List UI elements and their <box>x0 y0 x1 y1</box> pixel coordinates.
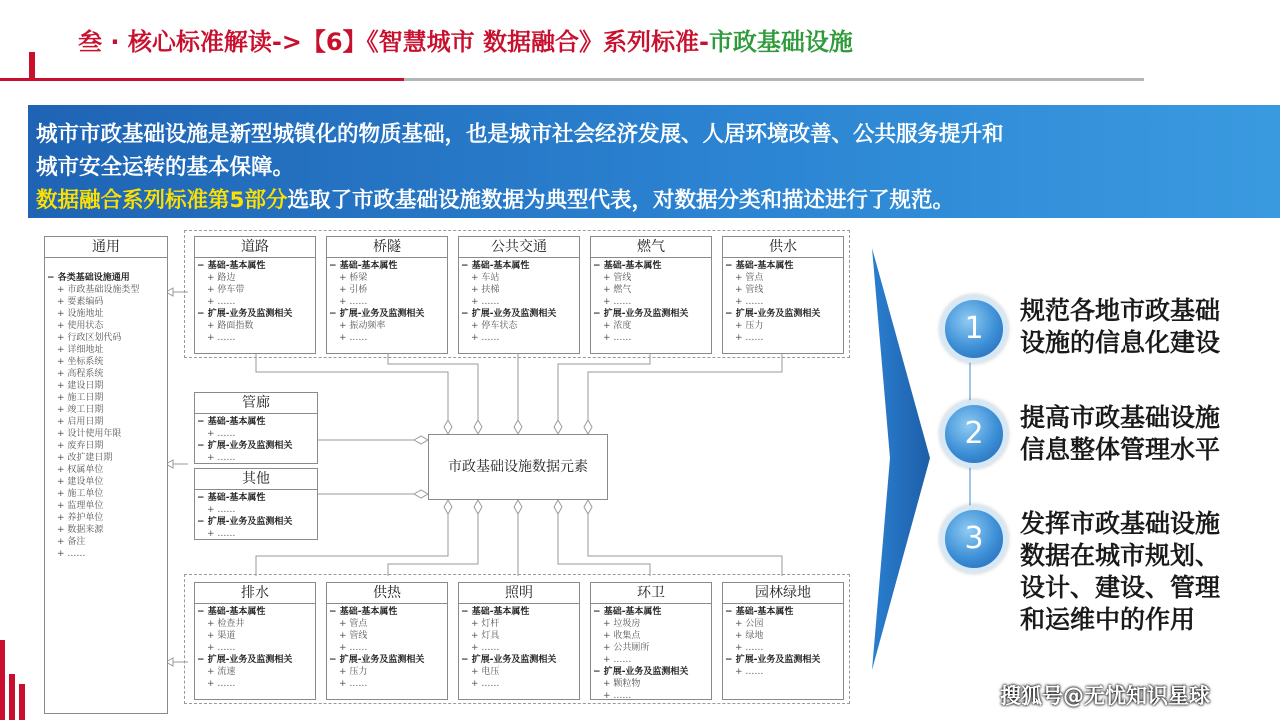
category-body <box>195 414 317 464</box>
step-text-line: 规范各地市政基础 <box>1020 296 1221 325</box>
category-body <box>591 604 711 700</box>
attr-header: − 基础-基本属性 <box>461 607 530 617</box>
attr-item: + 燃气 <box>603 285 632 295</box>
ext-item: + …… <box>207 679 236 689</box>
category-box <box>590 236 712 354</box>
attr-item-label: 管点 <box>349 619 368 629</box>
general-item-label: 养护单位 <box>67 513 104 523</box>
step-text <box>1020 402 1220 466</box>
ext-item-label: …… <box>349 679 368 689</box>
ext-item-label: …… <box>481 679 500 689</box>
ext-item-label: 停车状态 <box>481 321 518 331</box>
general-items-list <box>45 284 167 560</box>
step-number-circle: 3 <box>940 505 1008 573</box>
ext-item: + …… <box>603 333 632 343</box>
attr-item: + 管线 <box>603 273 632 283</box>
general-item-label: 施工单位 <box>67 489 104 499</box>
attr-header: − 基础-基本属性 <box>593 607 662 617</box>
general-item-label: 设施地址 <box>67 309 104 319</box>
general-group-header: − 各类基础设施通用 <box>47 273 130 283</box>
general-item: + 设计使用年限 <box>57 429 122 439</box>
category-body <box>195 490 317 540</box>
ext-header-label: 扩展-业务及监测相关 <box>207 517 293 527</box>
ext-header-label: 扩展-业务及监测相关 <box>207 309 293 319</box>
attr-item: + …… <box>339 643 368 653</box>
general-item: + 竣工日期 <box>57 405 104 415</box>
attr-item-label: …… <box>349 297 368 307</box>
category-title: 供热 <box>327 583 447 604</box>
general-group-label: 各类基础设施通用 <box>57 273 130 283</box>
general-item: + 坐标系统 <box>57 357 104 367</box>
attr-item-label: …… <box>613 655 632 665</box>
attr-header: − 基础-基本属性 <box>725 261 794 271</box>
ext-item-label: 压力 <box>745 321 764 331</box>
attr-item-label: …… <box>217 643 236 653</box>
ext-item-label: …… <box>217 453 236 463</box>
attr-item: + …… <box>735 643 764 653</box>
attr-item-label: …… <box>613 297 632 307</box>
general-attributes-box <box>44 236 168 714</box>
general-item: + 建设日期 <box>57 381 104 391</box>
attr-item: + …… <box>603 655 632 665</box>
general-item-label: 备注 <box>67 537 86 547</box>
attr-item: + 引桥 <box>339 285 368 295</box>
category-box <box>458 236 580 354</box>
header-divider-red <box>0 78 404 81</box>
step-text-line: 数据在城市规划、 <box>1020 541 1221 570</box>
center-data-element-box: 市政基础设施数据元素 <box>428 434 608 500</box>
attr-item-label: 管点 <box>745 273 764 283</box>
step-text <box>1020 508 1220 636</box>
general-item-label: 改扩建日期 <box>67 453 113 463</box>
ext-header: − 扩展-业务及监测相关 <box>197 441 293 451</box>
category-body <box>327 604 447 690</box>
attr-header: − 基础-基本属性 <box>329 607 398 617</box>
page-title <box>78 22 853 57</box>
ext-item: + …… <box>207 453 236 463</box>
ext-item: + …… <box>207 333 236 343</box>
attr-item-label: 灯杆 <box>481 619 500 629</box>
attr-item-label: …… <box>481 297 500 307</box>
attr-header-label: 基础-基本属性 <box>339 261 398 271</box>
general-box-title: 通用 <box>45 237 167 258</box>
data-element-diagram <box>28 222 868 714</box>
attr-item: + …… <box>207 297 236 307</box>
attr-item: + …… <box>339 297 368 307</box>
ext-item-label: …… <box>217 333 236 343</box>
ext-item-label: 颗粒物 <box>613 679 641 689</box>
category-body <box>195 258 315 344</box>
ext-item: + 压力 <box>735 321 764 331</box>
ext-item-label: …… <box>217 679 236 689</box>
attr-header: − 基础-基本属性 <box>461 261 530 271</box>
general-item: + 施工单位 <box>57 489 104 499</box>
general-item-label: 监理单位 <box>67 501 104 511</box>
general-item: + 市政基础设施类型 <box>57 285 140 295</box>
attr-header-label: 基础-基本属性 <box>603 261 662 271</box>
ext-item-label: …… <box>745 667 764 677</box>
ext-header: − 扩展-业务及监测相关 <box>197 309 293 319</box>
attr-item: + …… <box>735 297 764 307</box>
attr-header-label: 基础-基本属性 <box>471 607 530 617</box>
ext-header: − 扩展-业务及监测相关 <box>593 667 689 677</box>
attr-header: − 基础-基本属性 <box>197 417 266 427</box>
general-item-label: 数据来源 <box>67 525 104 535</box>
ext-header-label: 扩展-业务及监测相关 <box>471 309 557 319</box>
attr-item-label: 管线 <box>349 631 368 641</box>
ext-header-label: 扩展-业务及监测相关 <box>339 655 425 665</box>
category-title: 管廊 <box>195 393 317 414</box>
attr-item: + …… <box>471 297 500 307</box>
ext-header: − 扩展-业务及监测相关 <box>725 655 821 665</box>
attr-item-label: …… <box>745 643 764 653</box>
category-title: 公共交通 <box>459 237 579 258</box>
category-title: 桥隧 <box>327 237 447 258</box>
category-title: 燃气 <box>591 237 711 258</box>
attr-header-label: 基础-基本属性 <box>339 607 398 617</box>
general-item-label: 施工日期 <box>67 393 104 403</box>
ext-header-label: 扩展-业务及监测相关 <box>603 667 689 677</box>
category-box <box>194 468 318 540</box>
category-box <box>722 582 844 700</box>
ext-header-label: 扩展-业务及监测相关 <box>603 309 689 319</box>
step-text-line: 信息整体管理水平 <box>1020 435 1221 464</box>
category-box <box>326 236 448 354</box>
ext-item-label: …… <box>217 529 236 539</box>
step-text-line: 和运维中的作用 <box>1020 605 1196 634</box>
ext-header-label: 扩展-业务及监测相关 <box>207 655 293 665</box>
step-text-line: 发挥市政基础设施 <box>1020 509 1221 538</box>
ext-item: + 路面指数 <box>207 321 254 331</box>
ext-item: + 颗粒物 <box>603 679 641 689</box>
general-item: + 废弃日期 <box>57 441 104 451</box>
attr-item-label: 渠道 <box>217 631 236 641</box>
attr-item: + 收集点 <box>603 631 641 641</box>
attr-item-label: …… <box>349 643 368 653</box>
attr-item: + 检查井 <box>207 619 245 629</box>
attr-header-label: 基础-基本属性 <box>207 493 266 503</box>
general-item: + 建设单位 <box>57 477 104 487</box>
category-title: 道路 <box>195 237 315 258</box>
attr-item-label: 垃圾房 <box>613 619 641 629</box>
ext-item-label: …… <box>613 333 632 343</box>
attr-item-label: …… <box>217 429 236 439</box>
attr-item: + 管点 <box>339 619 368 629</box>
attr-item: + 绿地 <box>735 631 764 641</box>
general-item-label: 权属单位 <box>67 465 104 475</box>
attr-item-label: 管线 <box>613 273 632 283</box>
attr-item: + 灯杆 <box>471 619 500 629</box>
general-item: + 启用日期 <box>57 417 104 427</box>
chevron-arrow-icon <box>872 248 932 678</box>
ext-item-label: …… <box>613 691 632 700</box>
category-title: 其他 <box>195 469 317 490</box>
general-item: + 备注 <box>57 537 86 547</box>
ext-item: + …… <box>339 333 368 343</box>
ext-item: + …… <box>471 679 500 689</box>
banner-highlight: 数据融合系列标准第5部分 <box>36 188 288 213</box>
attr-item-label: 停车带 <box>217 285 245 295</box>
attr-item: + …… <box>207 643 236 653</box>
step-number-circle: 1 <box>940 295 1008 363</box>
attr-item: + …… <box>603 297 632 307</box>
general-item: + 监理单位 <box>57 501 104 511</box>
category-box <box>458 582 580 700</box>
attr-item-label: …… <box>217 297 236 307</box>
general-item: + 设施地址 <box>57 309 104 319</box>
attr-header-label: 基础-基本属性 <box>207 261 266 271</box>
attr-item-label: 路边 <box>217 273 236 283</box>
attr-item: + 桥梁 <box>339 273 368 283</box>
ext-header: − 扩展-业务及监测相关 <box>461 655 557 665</box>
category-title: 照明 <box>459 583 579 604</box>
attr-header: − 基础-基本属性 <box>725 607 794 617</box>
watermark: 搜狐号@无忧知识星球 <box>1000 684 1210 708</box>
ext-header: − 扩展-业务及监测相关 <box>725 309 821 319</box>
category-box <box>194 582 316 700</box>
general-item: + 高程系统 <box>57 369 104 379</box>
category-body <box>723 604 843 678</box>
category-box <box>194 392 318 464</box>
ext-item: + …… <box>339 679 368 689</box>
attr-item-label: 收集点 <box>613 631 641 641</box>
attr-item: + 公园 <box>735 619 764 629</box>
attr-item: + …… <box>471 643 500 653</box>
attr-item: + 公共厕所 <box>603 643 650 653</box>
attr-item: + 渠道 <box>207 631 236 641</box>
attr-item: + …… <box>207 505 236 515</box>
general-item-label: …… <box>67 549 86 559</box>
category-body <box>459 258 579 344</box>
title-topic: 市政基础设施 <box>708 28 853 56</box>
category-box <box>194 236 316 354</box>
general-item-label: 市政基础设施类型 <box>67 285 140 295</box>
attr-item-label: 灯具 <box>481 631 500 641</box>
attr-header: − 基础-基本属性 <box>197 493 266 503</box>
attr-item: + 管线 <box>735 285 764 295</box>
category-body <box>723 258 843 344</box>
step-text <box>1020 295 1220 359</box>
ext-header-label: 扩展-业务及监测相关 <box>735 309 821 319</box>
ext-item-label: 浓度 <box>613 321 632 331</box>
general-item: + 养护单位 <box>57 513 104 523</box>
step-text-line: 提高市政基础设施 <box>1020 403 1221 432</box>
banner-line-3 <box>36 183 954 214</box>
attr-header: − 基础-基本属性 <box>329 261 398 271</box>
attr-header-label: 基础-基本属性 <box>603 607 662 617</box>
attr-item: + 扶梯 <box>471 285 500 295</box>
attr-item: + 管线 <box>339 631 368 641</box>
attr-item: + 车站 <box>471 273 500 283</box>
attr-item-label: 公共厕所 <box>613 643 650 653</box>
general-item-label: 启用日期 <box>67 417 104 427</box>
category-title: 排水 <box>195 583 315 604</box>
ext-header: − 扩展-业务及监测相关 <box>329 655 425 665</box>
category-body <box>327 258 447 344</box>
general-item-label: 建设单位 <box>67 477 104 487</box>
ext-item: + …… <box>735 667 764 677</box>
general-item: + 行政区划代码 <box>57 333 122 343</box>
category-box <box>590 582 712 700</box>
ext-header-label: 扩展-业务及监测相关 <box>207 441 293 451</box>
general-item-label: 坐标系统 <box>67 357 104 367</box>
general-item: + 数据来源 <box>57 525 104 535</box>
category-title: 供水 <box>723 237 843 258</box>
attr-item: + 灯具 <box>471 631 500 641</box>
ext-header: − 扩展-业务及监测相关 <box>197 655 293 665</box>
attr-header-label: 基础-基本属性 <box>471 261 530 271</box>
ext-item: + …… <box>471 333 500 343</box>
general-item-label: 使用状态 <box>67 321 104 331</box>
attr-item: + …… <box>207 429 236 439</box>
banner-line-2: 城市安全运转的基本保障。 <box>36 155 295 180</box>
ext-header-label: 扩展-业务及监测相关 <box>339 309 425 319</box>
attr-header-label: 基础-基本属性 <box>735 261 794 271</box>
ext-header: − 扩展-业务及监测相关 <box>461 309 557 319</box>
step-text-line: 设计、建设、管理 <box>1020 573 1221 602</box>
category-box <box>326 582 448 700</box>
category-body <box>195 604 315 690</box>
general-item: + 使用状态 <box>57 321 104 331</box>
ext-item: + …… <box>603 691 632 700</box>
header-divider-gray <box>404 78 1144 81</box>
ext-item: + …… <box>735 333 764 343</box>
general-item: + 要素编码 <box>57 297 104 307</box>
ext-item-label: 流速 <box>217 667 236 677</box>
general-item-label: 行政区划代码 <box>67 333 122 343</box>
general-item: + 施工日期 <box>57 393 104 403</box>
general-item: + 详细地址 <box>57 345 104 355</box>
attr-item-label: 管线 <box>745 285 764 295</box>
general-item: + 改扩建日期 <box>57 453 113 463</box>
ext-item: + 浓度 <box>603 321 632 331</box>
attr-item-label: 车站 <box>481 273 500 283</box>
ext-item-label: 电压 <box>481 667 500 677</box>
ext-item: + 停车状态 <box>471 321 518 331</box>
category-body <box>591 258 711 344</box>
ext-item-label: …… <box>349 333 368 343</box>
step-text-line: 设施的信息化建设 <box>1020 328 1221 357</box>
attr-header-label: 基础-基本属性 <box>735 607 794 617</box>
general-item-label: 竣工日期 <box>67 405 104 415</box>
general-item: + 权属单位 <box>57 465 104 475</box>
ext-item-label: …… <box>745 333 764 343</box>
attr-item-label: 公园 <box>745 619 764 629</box>
ext-item-label: 振动频率 <box>349 321 386 331</box>
ext-header: − 扩展-业务及监测相关 <box>329 309 425 319</box>
ext-header: − 扩展-业务及监测相关 <box>197 517 293 527</box>
title-main: 叁 · 核心标准解读->【6】《智慧城市 数据融合》系列标准- <box>78 28 709 56</box>
category-title: 园林绿地 <box>723 583 843 604</box>
attr-item-label: …… <box>745 297 764 307</box>
attr-item-label: 绿地 <box>745 631 764 641</box>
ext-item-label: …… <box>481 333 500 343</box>
ext-item-label: 压力 <box>349 667 368 677</box>
general-item: + …… <box>57 549 86 559</box>
category-title: 环卫 <box>591 583 711 604</box>
attr-item: + 管点 <box>735 273 764 283</box>
attr-item-label: 桥梁 <box>349 273 368 283</box>
attr-item-label: 扶梯 <box>481 285 500 295</box>
general-item-label: 要素编码 <box>67 297 104 307</box>
attr-item-label: 燃气 <box>613 285 632 295</box>
category-body <box>459 604 579 690</box>
intro-banner <box>28 105 1280 218</box>
general-item-label: 高程系统 <box>67 369 104 379</box>
general-item-label: 建设日期 <box>67 381 104 391</box>
banner-line-1: 城市市政基础设施是新型城镇化的物质基础，也是城市社会经济发展、人居环境改善、公共服务提升和 <box>36 122 1004 147</box>
attr-item: + 路边 <box>207 273 236 283</box>
step-number-circle: 2 <box>940 400 1008 468</box>
ext-item-label: 路面指数 <box>217 321 254 331</box>
attr-header: − 基础-基本属性 <box>197 607 266 617</box>
attr-item-label: 检查井 <box>217 619 245 629</box>
attr-item: + 停车带 <box>207 285 245 295</box>
attr-header-label: 基础-基本属性 <box>207 417 266 427</box>
banner-line-3-rest: 选取了市政基础设施数据为典型代表，对数据分类和描述进行了规范。 <box>287 188 954 213</box>
general-item-label: 详细地址 <box>67 345 104 355</box>
attr-item-label: 引桥 <box>349 285 368 295</box>
attr-item-label: …… <box>217 505 236 515</box>
ext-item: + 电压 <box>471 667 500 677</box>
ext-item: + 振动频率 <box>339 321 386 331</box>
attr-header-label: 基础-基本属性 <box>207 607 266 617</box>
general-item-label: 废弃日期 <box>67 441 104 451</box>
ext-item: + 流速 <box>207 667 236 677</box>
ext-header-label: 扩展-业务及监测相关 <box>735 655 821 665</box>
attr-header: − 基础-基本属性 <box>593 261 662 271</box>
ext-item: + …… <box>207 529 236 539</box>
attr-item: + 垃圾房 <box>603 619 641 629</box>
general-item-label: 设计使用年限 <box>67 429 122 439</box>
category-box <box>722 236 844 354</box>
ext-header-label: 扩展-业务及监测相关 <box>471 655 557 665</box>
attr-header: − 基础-基本属性 <box>197 261 266 271</box>
attr-item-label: …… <box>481 643 500 653</box>
ext-item: + 压力 <box>339 667 368 677</box>
ext-header: − 扩展-业务及监测相关 <box>593 309 689 319</box>
